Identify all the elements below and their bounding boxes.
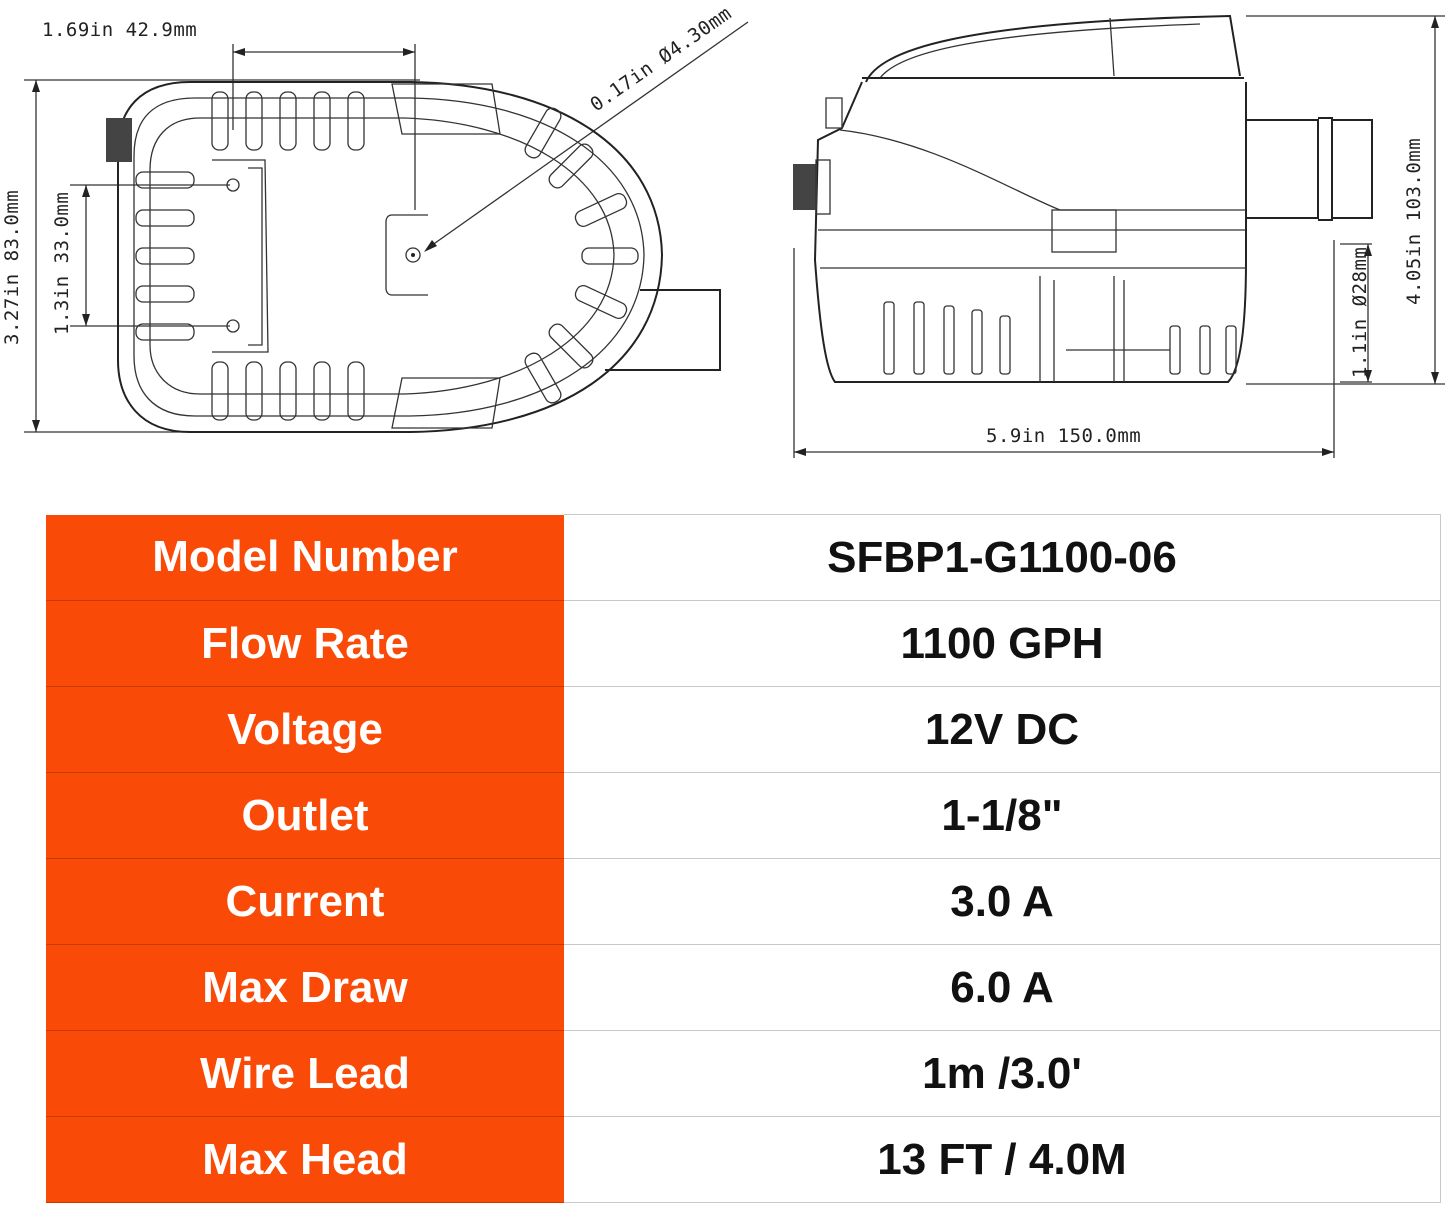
spec-value: 3.0 A — [564, 859, 1441, 945]
dim-hole-diameter: 0.17in Ø4.30mm — [586, 2, 736, 117]
spec-label: Voltage — [46, 687, 564, 773]
dim-length: 5.9in 150.0mm — [986, 425, 1142, 447]
table-row — [46, 1031, 1441, 1117]
spec-label: Flow Rate — [46, 601, 564, 687]
dim-top-width: 1.69in 42.9mm — [42, 19, 198, 41]
spec-value: 6.0 A — [564, 945, 1441, 1031]
dim-total-height: 3.27in 83.0mm — [1, 189, 23, 345]
dim-side-height: 4.05in 103.0mm — [1403, 137, 1425, 305]
pump-technical-drawing — [0, 0, 1445, 500]
spec-value: SFBP1-G1100-06 — [564, 515, 1441, 601]
table-row — [46, 601, 1441, 687]
spec-label: Outlet — [46, 773, 564, 859]
spec-table — [46, 514, 1441, 1203]
table-row — [46, 1117, 1441, 1203]
spec-label: Max Draw — [46, 945, 564, 1031]
spec-value: 1100 GPH — [564, 601, 1441, 687]
dim-hole-spacing: 1.3in 33.0mm — [51, 191, 73, 335]
dim-outlet-diameter: 1.1in Ø28mm — [1349, 246, 1371, 378]
spec-label: Model Number — [46, 515, 564, 601]
table-row — [46, 945, 1441, 1031]
table-row — [46, 859, 1441, 945]
table-row — [46, 515, 1441, 601]
spec-value: 13 FT / 4.0M — [564, 1117, 1441, 1203]
spec-value: 1-1/8" — [564, 773, 1441, 859]
spec-value: 1m /3.0' — [564, 1031, 1441, 1117]
table-row — [46, 773, 1441, 859]
spec-label: Max Head — [46, 1117, 564, 1203]
spec-label: Current — [46, 859, 564, 945]
table-row — [46, 687, 1441, 773]
side-view-drawing — [793, 16, 1445, 458]
spec-label: Wire Lead — [46, 1031, 564, 1117]
top-view-drawing — [1, 2, 748, 432]
spec-value: 12V DC — [564, 687, 1441, 773]
